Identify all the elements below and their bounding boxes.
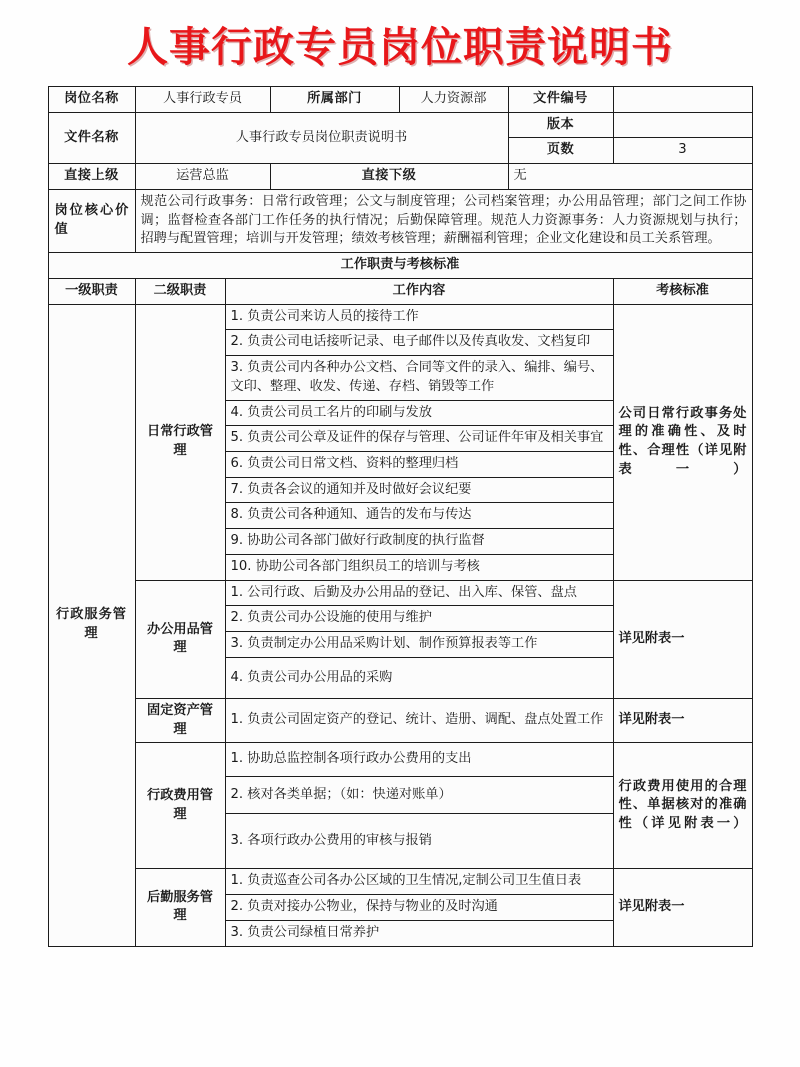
subordinate-label: 直接下级 — [270, 164, 508, 190]
pages-label: 页数 — [508, 138, 613, 164]
col-header-primary: 一级职责 — [48, 278, 135, 304]
version-label: 版本 — [508, 112, 613, 138]
task-item: 5. 负责公司公章及证件的保存与管理、公司证件年审及相关事宜 — [225, 426, 613, 452]
task-item: 10. 协助公司各部门组织员工的培训与考核 — [225, 554, 613, 580]
task-item: 6. 负责公司日常文档、资料的整理归档 — [225, 452, 613, 478]
page-title: 人事行政专员岗位职责说明书 — [127, 23, 673, 71]
core-value-text: 规范公司行政事务：日常行政管理；公文与制度管理；公司档案管理；办公用品管理；部门之间工作协调；监督检查各部门工作任务的执行情况；后勤保障管理。规范人力资源事务：人力资源规划与执行；招聘与配置管理；培训与开发管理；绩效考核管理；薪酬福利管理；企业文化建设和员工关系管理。 — [135, 189, 752, 252]
department-value: 人力资源部 — [399, 87, 508, 113]
secondary-duty-logistics: 后勤服务管理 — [135, 869, 225, 946]
table-row-position — [48, 87, 752, 113]
job-description-table — [48, 86, 753, 947]
subordinate-value: 无 — [508, 164, 752, 190]
table-row-task — [48, 304, 752, 330]
doc-name-value: 人事行政专员岗位职责说明书 — [135, 112, 508, 163]
col-header-secondary: 二级职责 — [135, 278, 225, 304]
standard-fixed-assets: 详见附表一 — [613, 698, 752, 742]
task-item: 3. 负责公司内各种办公文档、合同等文件的录入、编排、编号、文印、整理、收发、传递、存档、销毁等工作 — [225, 356, 613, 400]
standard-daily-admin: 公司日常行政事务处理的准确性、及时性、合理性（详见附表一） — [613, 304, 752, 580]
task-item: 1. 负责公司来访人员的接待工作 — [225, 304, 613, 330]
secondary-duty-admin-expenses: 行政费用管理 — [135, 743, 225, 869]
task-item: 3. 负责公司绿植日常养护 — [225, 920, 613, 946]
task-item: 2. 负责对接办公物业，保持与物业的及时沟通 — [225, 895, 613, 921]
department-label: 所属部门 — [270, 87, 399, 113]
task-item: 9. 协助公司各部门做好行政制度的执行监督 — [225, 529, 613, 555]
col-header-standard: 考核标准 — [613, 278, 752, 304]
doc-name-label: 文件名称 — [48, 112, 135, 163]
col-header-content: 工作内容 — [225, 278, 613, 304]
standard-office-supplies: 详见附表一 — [613, 580, 752, 698]
superior-label: 直接上级 — [48, 164, 135, 190]
task-item: 3. 各项行政办公费用的审核与报销 — [225, 814, 613, 869]
table-row-task — [48, 743, 752, 777]
task-item: 7. 负责各会议的通知并及时做好会议纪要 — [225, 477, 613, 503]
primary-duty-cell: 行政服务管理 — [48, 304, 135, 946]
task-item: 1. 负责公司固定资产的登记、统计、造册、调配、盘点处置工作 — [225, 698, 613, 742]
task-item: 8. 负责公司各种通知、通告的发布与传达 — [225, 503, 613, 529]
position-name-value: 人事行政专员 — [135, 87, 270, 113]
doc-no-label: 文件编号 — [508, 87, 613, 113]
task-item: 2. 负责公司办公设施的使用与维护 — [225, 606, 613, 632]
table-row-task — [48, 698, 752, 742]
table-row-core-value — [48, 189, 752, 252]
version-value — [613, 112, 752, 138]
standard-admin-expenses: 行政费用使用的合理性、单据核对的准确性（详见附表一） — [613, 743, 752, 869]
task-item: 1. 协助总监控制各项行政办公费用的支出 — [225, 743, 613, 777]
superior-value: 运营总监 — [135, 164, 270, 190]
position-name-label: 岗位名称 — [48, 87, 135, 113]
secondary-duty-daily-admin: 日常行政管理 — [135, 304, 225, 580]
table-row-task — [48, 580, 752, 606]
duties-section-title: 工作职责与考核标准 — [48, 253, 752, 279]
task-item: 3. 负责制定办公用品采购计划、制作预算报表等工作 — [225, 632, 613, 658]
secondary-duty-office-supplies: 办公用品管理 — [135, 580, 225, 698]
task-item: 2. 核对各类单据；（如：快递对账单） — [225, 777, 613, 814]
table-row-column-headers — [48, 278, 752, 304]
table-row-doc-name — [48, 112, 752, 138]
table-row-reporting — [48, 164, 752, 190]
task-item: 2. 负责公司电话接听记录、电子邮件以及传真收发、文档复印 — [225, 330, 613, 356]
standard-logistics: 详见附表一 — [613, 869, 752, 946]
table-row-section-title — [48, 253, 752, 279]
task-item: 1. 负责巡查公司各办公区域的卫生情况,定制公司卫生值日表 — [225, 869, 613, 895]
table-row-task — [48, 869, 752, 895]
secondary-duty-fixed-assets: 固定资产管理 — [135, 698, 225, 742]
core-value-label: 岗位核心价值 — [48, 189, 135, 252]
doc-no-value — [613, 87, 752, 113]
task-item: 4. 负责公司员工名片的印刷与发放 — [225, 400, 613, 426]
task-item: 1. 公司行政、后勤及办公用品的登记、出入库、保管、盘点 — [225, 580, 613, 606]
pages-value: 3 — [613, 138, 752, 164]
task-item: 4. 负责公司办公用品的采购 — [225, 657, 613, 698]
